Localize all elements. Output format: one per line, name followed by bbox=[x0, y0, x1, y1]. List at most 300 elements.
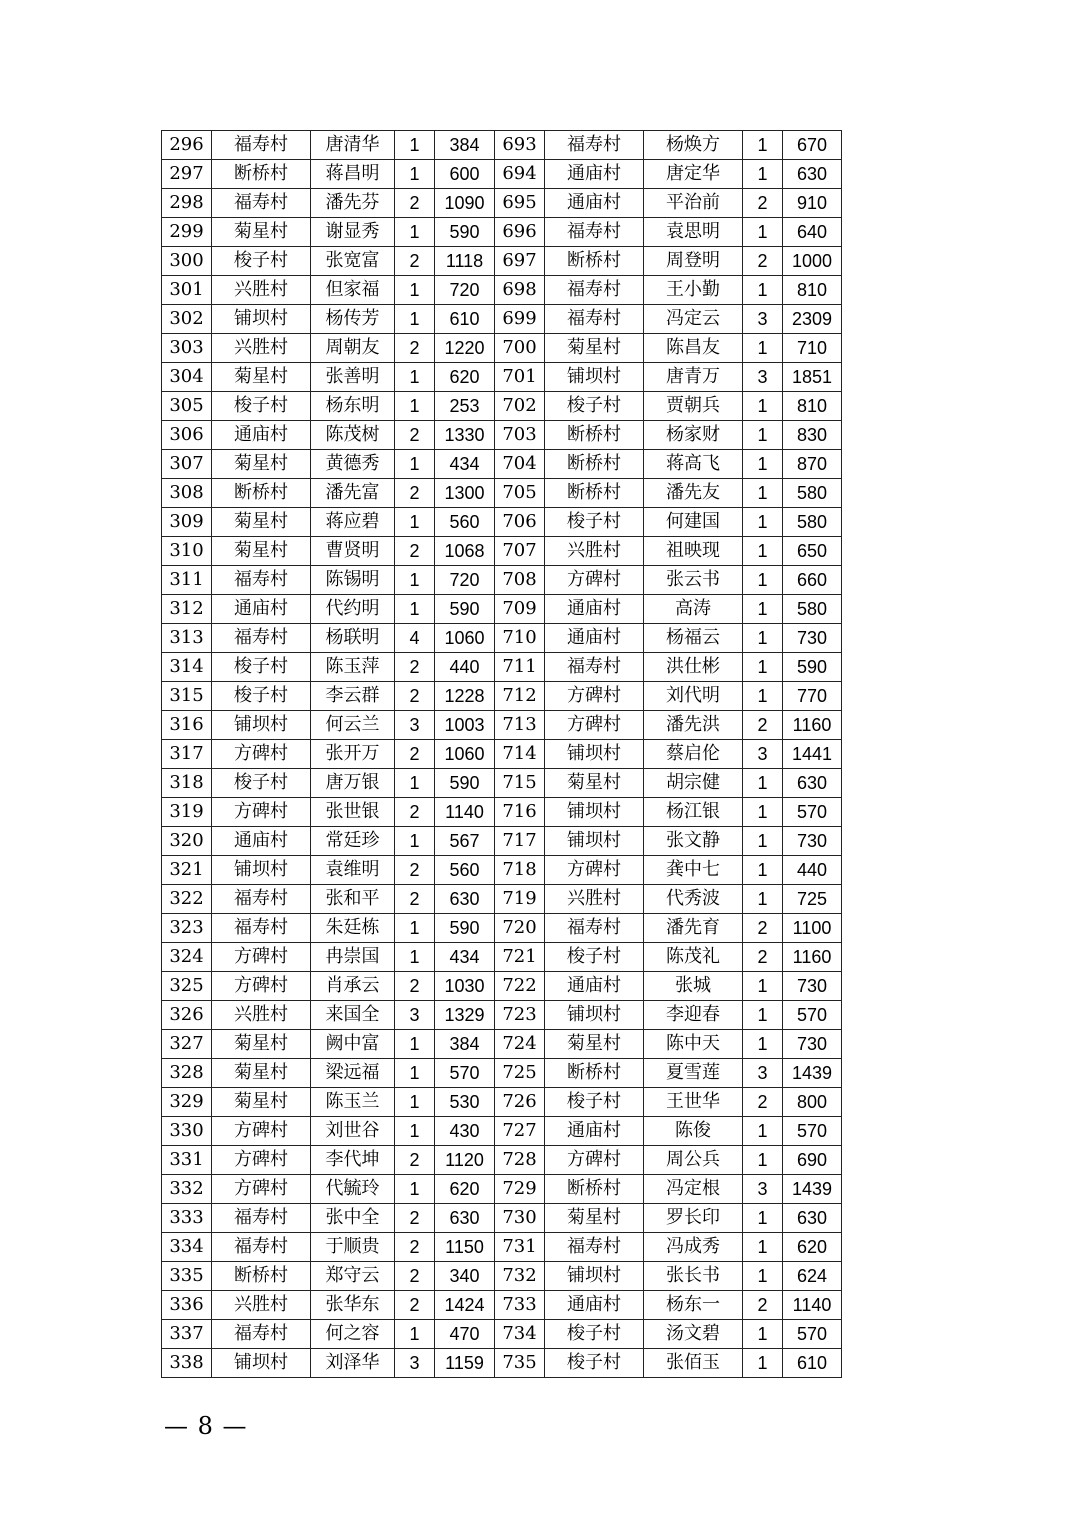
person-name-cell: 杨家财 bbox=[644, 421, 743, 450]
amount-cell: 640 bbox=[783, 218, 842, 247]
village-cell: 福寿村 bbox=[545, 914, 644, 943]
village-cell: 兴胜村 bbox=[545, 537, 644, 566]
table-row bbox=[162, 1175, 842, 1204]
amount-cell: 384 bbox=[435, 1030, 495, 1059]
amount-cell: 720 bbox=[435, 276, 495, 305]
household-count-cell: 2 bbox=[743, 1088, 783, 1117]
household-count-cell: 1 bbox=[743, 682, 783, 711]
household-count-cell: 1 bbox=[395, 1059, 435, 1088]
record-number-cell: 299 bbox=[162, 218, 212, 247]
amount-cell: 770 bbox=[783, 682, 842, 711]
household-count-cell: 1 bbox=[743, 1146, 783, 1175]
village-cell: 福寿村 bbox=[545, 653, 644, 682]
amount-cell: 1140 bbox=[783, 1291, 842, 1320]
village-cell: 菊星村 bbox=[212, 218, 311, 247]
table-row bbox=[162, 508, 842, 537]
village-cell: 通庙村 bbox=[212, 827, 311, 856]
record-number-cell: 315 bbox=[162, 682, 212, 711]
household-count-cell: 1 bbox=[395, 392, 435, 421]
village-cell: 断桥村 bbox=[545, 421, 644, 450]
record-number-cell: 693 bbox=[495, 131, 545, 160]
record-number-cell: 734 bbox=[495, 1320, 545, 1349]
record-number-cell: 327 bbox=[162, 1030, 212, 1059]
person-name-cell: 周公兵 bbox=[644, 1146, 743, 1175]
person-name-cell: 代秀波 bbox=[644, 885, 743, 914]
household-count-cell: 2 bbox=[395, 1204, 435, 1233]
village-cell: 方碑村 bbox=[212, 943, 311, 972]
village-cell: 福寿村 bbox=[545, 1233, 644, 1262]
amount-cell: 670 bbox=[783, 131, 842, 160]
amount-cell: 1150 bbox=[435, 1233, 495, 1262]
household-count-cell: 1 bbox=[743, 827, 783, 856]
household-count-cell: 2 bbox=[395, 972, 435, 1001]
record-number-cell: 304 bbox=[162, 363, 212, 392]
record-number-cell: 703 bbox=[495, 421, 545, 450]
person-name-cell: 陈昌友 bbox=[644, 334, 743, 363]
person-name-cell: 杨焕方 bbox=[644, 131, 743, 160]
person-name-cell: 蔡启伦 bbox=[644, 740, 743, 769]
person-name-cell: 龚中七 bbox=[644, 856, 743, 885]
record-number-cell: 312 bbox=[162, 595, 212, 624]
village-cell: 通庙村 bbox=[212, 421, 311, 450]
household-count-cell: 2 bbox=[395, 421, 435, 450]
household-count-cell: 1 bbox=[743, 1262, 783, 1291]
person-name-cell: 张长书 bbox=[644, 1262, 743, 1291]
person-name-cell: 周登明 bbox=[644, 247, 743, 276]
amount-cell: 800 bbox=[783, 1088, 842, 1117]
household-count-cell: 1 bbox=[395, 943, 435, 972]
household-count-cell: 1 bbox=[743, 1030, 783, 1059]
village-cell: 福寿村 bbox=[212, 131, 311, 160]
household-count-cell: 1 bbox=[743, 769, 783, 798]
record-number-cell: 714 bbox=[495, 740, 545, 769]
household-count-cell: 1 bbox=[743, 537, 783, 566]
household-count-cell: 2 bbox=[395, 653, 435, 682]
village-cell: 断桥村 bbox=[212, 479, 311, 508]
record-number-cell: 699 bbox=[495, 305, 545, 334]
table-row bbox=[162, 1320, 842, 1349]
person-name-cell: 杨东一 bbox=[644, 1291, 743, 1320]
household-count-cell: 1 bbox=[395, 450, 435, 479]
record-number-cell: 316 bbox=[162, 711, 212, 740]
amount-cell: 384 bbox=[435, 131, 495, 160]
village-cell: 福寿村 bbox=[212, 566, 311, 595]
person-name-cell: 刘世谷 bbox=[311, 1117, 395, 1146]
household-count-cell: 1 bbox=[743, 1320, 783, 1349]
record-number-cell: 325 bbox=[162, 972, 212, 1001]
amount-cell: 690 bbox=[783, 1146, 842, 1175]
person-name-cell: 胡宗健 bbox=[644, 769, 743, 798]
household-count-cell: 2 bbox=[395, 334, 435, 363]
person-name-cell: 张佰玉 bbox=[644, 1349, 743, 1378]
record-number-cell: 712 bbox=[495, 682, 545, 711]
village-cell: 铺坝村 bbox=[212, 305, 311, 334]
household-count-cell: 1 bbox=[743, 1233, 783, 1262]
household-count-cell: 1 bbox=[743, 160, 783, 189]
record-number-cell: 733 bbox=[495, 1291, 545, 1320]
household-count-cell: 1 bbox=[743, 1001, 783, 1030]
household-count-cell: 1 bbox=[743, 624, 783, 653]
record-number-cell: 706 bbox=[495, 508, 545, 537]
table-row bbox=[162, 1262, 842, 1291]
person-name-cell: 祖映现 bbox=[644, 537, 743, 566]
amount-cell: 430 bbox=[435, 1117, 495, 1146]
person-name-cell: 朱廷栋 bbox=[311, 914, 395, 943]
amount-cell: 1030 bbox=[435, 972, 495, 1001]
amount-cell: 570 bbox=[783, 1117, 842, 1146]
village-cell: 梭子村 bbox=[545, 508, 644, 537]
village-cell: 福寿村 bbox=[212, 189, 311, 218]
person-name-cell: 常廷珍 bbox=[311, 827, 395, 856]
household-count-cell: 3 bbox=[743, 1175, 783, 1204]
person-name-cell: 何云兰 bbox=[311, 711, 395, 740]
household-count-cell: 1 bbox=[743, 450, 783, 479]
amount-cell: 434 bbox=[435, 943, 495, 972]
amount-cell: 434 bbox=[435, 450, 495, 479]
village-cell: 菊星村 bbox=[212, 508, 311, 537]
household-count-cell: 1 bbox=[743, 392, 783, 421]
table-row bbox=[162, 1291, 842, 1320]
record-number-cell: 324 bbox=[162, 943, 212, 972]
person-name-cell: 冯定根 bbox=[644, 1175, 743, 1204]
household-count-cell: 2 bbox=[395, 1233, 435, 1262]
amount-cell: 810 bbox=[783, 392, 842, 421]
amount-cell: 1100 bbox=[783, 914, 842, 943]
household-count-cell: 3 bbox=[743, 740, 783, 769]
record-number-cell: 306 bbox=[162, 421, 212, 450]
amount-cell: 590 bbox=[435, 218, 495, 247]
village-cell: 方碑村 bbox=[212, 798, 311, 827]
person-name-cell: 肖承云 bbox=[311, 972, 395, 1001]
record-number-cell: 698 bbox=[495, 276, 545, 305]
table-row bbox=[162, 711, 842, 740]
record-number-cell: 722 bbox=[495, 972, 545, 1001]
person-name-cell: 陈俊 bbox=[644, 1117, 743, 1146]
person-name-cell: 何建国 bbox=[644, 508, 743, 537]
person-name-cell: 陈中天 bbox=[644, 1030, 743, 1059]
record-number-cell: 296 bbox=[162, 131, 212, 160]
table-row bbox=[162, 624, 842, 653]
village-cell: 菊星村 bbox=[212, 1030, 311, 1059]
village-cell: 福寿村 bbox=[212, 1320, 311, 1349]
record-number-cell: 730 bbox=[495, 1204, 545, 1233]
record-number-cell: 711 bbox=[495, 653, 545, 682]
amount-cell: 590 bbox=[435, 769, 495, 798]
record-number-cell: 710 bbox=[495, 624, 545, 653]
record-number-cell: 731 bbox=[495, 1233, 545, 1262]
record-number-cell: 319 bbox=[162, 798, 212, 827]
table-row bbox=[162, 856, 842, 885]
village-cell: 福寿村 bbox=[212, 624, 311, 653]
record-number-cell: 320 bbox=[162, 827, 212, 856]
household-count-cell: 3 bbox=[743, 363, 783, 392]
record-number-cell: 332 bbox=[162, 1175, 212, 1204]
household-count-cell: 4 bbox=[395, 624, 435, 653]
village-cell: 菊星村 bbox=[212, 450, 311, 479]
amount-cell: 1068 bbox=[435, 537, 495, 566]
amount-cell: 710 bbox=[783, 334, 842, 363]
household-count-cell: 2 bbox=[743, 189, 783, 218]
person-name-cell: 夏雪莲 bbox=[644, 1059, 743, 1088]
household-count-cell: 2 bbox=[743, 247, 783, 276]
table-row bbox=[162, 1146, 842, 1175]
village-cell: 通庙村 bbox=[545, 624, 644, 653]
beneficiary-table bbox=[161, 130, 842, 1378]
village-cell: 菊星村 bbox=[212, 537, 311, 566]
person-name-cell: 张中全 bbox=[311, 1204, 395, 1233]
household-count-cell: 1 bbox=[743, 1204, 783, 1233]
record-number-cell: 336 bbox=[162, 1291, 212, 1320]
village-cell: 梭子村 bbox=[212, 769, 311, 798]
amount-cell: 1220 bbox=[435, 334, 495, 363]
record-number-cell: 697 bbox=[495, 247, 545, 276]
record-number-cell: 724 bbox=[495, 1030, 545, 1059]
person-name-cell: 黄德秀 bbox=[311, 450, 395, 479]
amount-cell: 1140 bbox=[435, 798, 495, 827]
record-number-cell: 330 bbox=[162, 1117, 212, 1146]
amount-cell: 870 bbox=[783, 450, 842, 479]
person-name-cell: 周朝友 bbox=[311, 334, 395, 363]
table-row bbox=[162, 537, 842, 566]
record-number-cell: 725 bbox=[495, 1059, 545, 1088]
amount-cell: 580 bbox=[783, 508, 842, 537]
amount-cell: 630 bbox=[435, 1204, 495, 1233]
amount-cell: 580 bbox=[783, 479, 842, 508]
village-cell: 方碑村 bbox=[545, 682, 644, 711]
table-row bbox=[162, 1233, 842, 1262]
record-number-cell: 723 bbox=[495, 1001, 545, 1030]
amount-cell: 580 bbox=[783, 595, 842, 624]
amount-cell: 1851 bbox=[783, 363, 842, 392]
person-name-cell: 袁维明 bbox=[311, 856, 395, 885]
household-count-cell: 1 bbox=[395, 1117, 435, 1146]
record-number-cell: 329 bbox=[162, 1088, 212, 1117]
amount-cell: 1060 bbox=[435, 740, 495, 769]
person-name-cell: 陈锡明 bbox=[311, 566, 395, 595]
person-name-cell: 贾朝兵 bbox=[644, 392, 743, 421]
household-count-cell: 1 bbox=[395, 305, 435, 334]
amount-cell: 470 bbox=[435, 1320, 495, 1349]
village-cell: 断桥村 bbox=[545, 1175, 644, 1204]
amount-cell: 650 bbox=[783, 537, 842, 566]
household-count-cell: 3 bbox=[395, 1001, 435, 1030]
village-cell: 通庙村 bbox=[212, 595, 311, 624]
village-cell: 梭子村 bbox=[212, 392, 311, 421]
village-cell: 通庙村 bbox=[545, 160, 644, 189]
amount-cell: 1003 bbox=[435, 711, 495, 740]
village-cell: 梭子村 bbox=[212, 247, 311, 276]
amount-cell: 620 bbox=[783, 1233, 842, 1262]
record-number-cell: 708 bbox=[495, 566, 545, 595]
record-number-cell: 726 bbox=[495, 1088, 545, 1117]
household-count-cell: 2 bbox=[395, 682, 435, 711]
record-number-cell: 311 bbox=[162, 566, 212, 595]
amount-cell: 720 bbox=[435, 566, 495, 595]
record-number-cell: 326 bbox=[162, 1001, 212, 1030]
person-name-cell: 袁思明 bbox=[644, 218, 743, 247]
village-cell: 方碑村 bbox=[212, 972, 311, 1001]
household-count-cell: 1 bbox=[743, 885, 783, 914]
record-number-cell: 297 bbox=[162, 160, 212, 189]
amount-cell: 1300 bbox=[435, 479, 495, 508]
village-cell: 通庙村 bbox=[545, 189, 644, 218]
person-name-cell: 阙中富 bbox=[311, 1030, 395, 1059]
record-number-cell: 694 bbox=[495, 160, 545, 189]
household-count-cell: 1 bbox=[395, 1088, 435, 1117]
page-number: — 8 — bbox=[164, 1412, 248, 1440]
table-row bbox=[162, 276, 842, 305]
person-name-cell: 张宽富 bbox=[311, 247, 395, 276]
record-number-cell: 720 bbox=[495, 914, 545, 943]
table-row bbox=[162, 827, 842, 856]
record-number-cell: 337 bbox=[162, 1320, 212, 1349]
village-cell: 断桥村 bbox=[212, 1262, 311, 1291]
village-cell: 菊星村 bbox=[545, 769, 644, 798]
person-name-cell: 张城 bbox=[644, 972, 743, 1001]
record-number-cell: 313 bbox=[162, 624, 212, 653]
village-cell: 梭子村 bbox=[545, 1349, 644, 1378]
person-name-cell: 平治前 bbox=[644, 189, 743, 218]
amount-cell: 570 bbox=[435, 1059, 495, 1088]
village-cell: 梭子村 bbox=[212, 653, 311, 682]
record-number-cell: 707 bbox=[495, 537, 545, 566]
amount-cell: 440 bbox=[783, 856, 842, 885]
person-name-cell: 张华东 bbox=[311, 1291, 395, 1320]
village-cell: 梭子村 bbox=[545, 943, 644, 972]
village-cell: 方碑村 bbox=[212, 1146, 311, 1175]
person-name-cell: 张世银 bbox=[311, 798, 395, 827]
amount-cell: 830 bbox=[783, 421, 842, 450]
record-number-cell: 333 bbox=[162, 1204, 212, 1233]
household-count-cell: 1 bbox=[743, 595, 783, 624]
table-row bbox=[162, 595, 842, 624]
village-cell: 方碑村 bbox=[545, 711, 644, 740]
household-count-cell: 1 bbox=[395, 160, 435, 189]
record-number-cell: 308 bbox=[162, 479, 212, 508]
record-number-cell: 303 bbox=[162, 334, 212, 363]
village-cell: 方碑村 bbox=[545, 566, 644, 595]
record-number-cell: 701 bbox=[495, 363, 545, 392]
amount-cell: 1060 bbox=[435, 624, 495, 653]
household-count-cell: 1 bbox=[395, 218, 435, 247]
person-name-cell: 陈茂树 bbox=[311, 421, 395, 450]
village-cell: 方碑村 bbox=[545, 856, 644, 885]
person-name-cell: 何之容 bbox=[311, 1320, 395, 1349]
record-number-cell: 321 bbox=[162, 856, 212, 885]
record-number-cell: 704 bbox=[495, 450, 545, 479]
household-count-cell: 1 bbox=[395, 827, 435, 856]
household-count-cell: 1 bbox=[743, 479, 783, 508]
amount-cell: 340 bbox=[435, 1262, 495, 1291]
amount-cell: 910 bbox=[783, 189, 842, 218]
person-name-cell: 李迎春 bbox=[644, 1001, 743, 1030]
record-number-cell: 301 bbox=[162, 276, 212, 305]
household-count-cell: 2 bbox=[395, 885, 435, 914]
household-count-cell: 2 bbox=[395, 798, 435, 827]
village-cell: 断桥村 bbox=[545, 479, 644, 508]
person-name-cell: 潘先育 bbox=[644, 914, 743, 943]
amount-cell: 600 bbox=[435, 160, 495, 189]
household-count-cell: 1 bbox=[395, 914, 435, 943]
record-number-cell: 317 bbox=[162, 740, 212, 769]
amount-cell: 1000 bbox=[783, 247, 842, 276]
table-row bbox=[162, 305, 842, 334]
record-number-cell: 717 bbox=[495, 827, 545, 856]
household-count-cell: 1 bbox=[395, 508, 435, 537]
table-row bbox=[162, 334, 842, 363]
person-name-cell: 蒋高飞 bbox=[644, 450, 743, 479]
village-cell: 福寿村 bbox=[212, 914, 311, 943]
household-count-cell: 2 bbox=[395, 1291, 435, 1320]
village-cell: 铺坝村 bbox=[212, 1349, 311, 1378]
person-name-cell: 但家福 bbox=[311, 276, 395, 305]
amount-cell: 1441 bbox=[783, 740, 842, 769]
village-cell: 福寿村 bbox=[545, 276, 644, 305]
village-cell: 菊星村 bbox=[212, 363, 311, 392]
village-cell: 断桥村 bbox=[545, 247, 644, 276]
record-number-cell: 335 bbox=[162, 1262, 212, 1291]
table-row bbox=[162, 1001, 842, 1030]
village-cell: 通庙村 bbox=[545, 1117, 644, 1146]
village-cell: 兴胜村 bbox=[545, 885, 644, 914]
household-count-cell: 1 bbox=[743, 798, 783, 827]
person-name-cell: 陈茂礼 bbox=[644, 943, 743, 972]
person-name-cell: 张文静 bbox=[644, 827, 743, 856]
amount-cell: 630 bbox=[435, 885, 495, 914]
person-name-cell: 冉崇国 bbox=[311, 943, 395, 972]
person-name-cell: 代毓玲 bbox=[311, 1175, 395, 1204]
table-row bbox=[162, 943, 842, 972]
amount-cell: 530 bbox=[435, 1088, 495, 1117]
record-number-cell: 700 bbox=[495, 334, 545, 363]
table-row bbox=[162, 972, 842, 1001]
household-count-cell: 3 bbox=[743, 1059, 783, 1088]
table-row bbox=[162, 450, 842, 479]
village-cell: 梭子村 bbox=[545, 392, 644, 421]
table-row bbox=[162, 566, 842, 595]
amount-cell: 730 bbox=[783, 624, 842, 653]
household-count-cell: 2 bbox=[743, 1291, 783, 1320]
amount-cell: 2309 bbox=[783, 305, 842, 334]
household-count-cell: 1 bbox=[743, 566, 783, 595]
person-name-cell: 李代坤 bbox=[311, 1146, 395, 1175]
person-name-cell: 杨江银 bbox=[644, 798, 743, 827]
person-name-cell: 郑守云 bbox=[311, 1262, 395, 1291]
household-count-cell: 2 bbox=[395, 856, 435, 885]
table-row bbox=[162, 798, 842, 827]
amount-cell: 630 bbox=[783, 1204, 842, 1233]
village-cell: 铺坝村 bbox=[545, 363, 644, 392]
village-cell: 福寿村 bbox=[212, 1204, 311, 1233]
household-count-cell: 1 bbox=[743, 334, 783, 363]
amount-cell: 1118 bbox=[435, 247, 495, 276]
person-name-cell: 罗长印 bbox=[644, 1204, 743, 1233]
table-body bbox=[162, 131, 842, 1378]
village-cell: 菊星村 bbox=[212, 1059, 311, 1088]
record-number-cell: 331 bbox=[162, 1146, 212, 1175]
amount-cell: 1120 bbox=[435, 1146, 495, 1175]
amount-cell: 1439 bbox=[783, 1175, 842, 1204]
household-count-cell: 2 bbox=[395, 740, 435, 769]
household-count-cell: 1 bbox=[743, 508, 783, 537]
table-row bbox=[162, 885, 842, 914]
person-name-cell: 唐清华 bbox=[311, 131, 395, 160]
village-cell: 兴胜村 bbox=[212, 276, 311, 305]
table-row bbox=[162, 1059, 842, 1088]
person-name-cell: 冯成秀 bbox=[644, 1233, 743, 1262]
record-number-cell: 334 bbox=[162, 1233, 212, 1262]
village-cell: 福寿村 bbox=[545, 218, 644, 247]
